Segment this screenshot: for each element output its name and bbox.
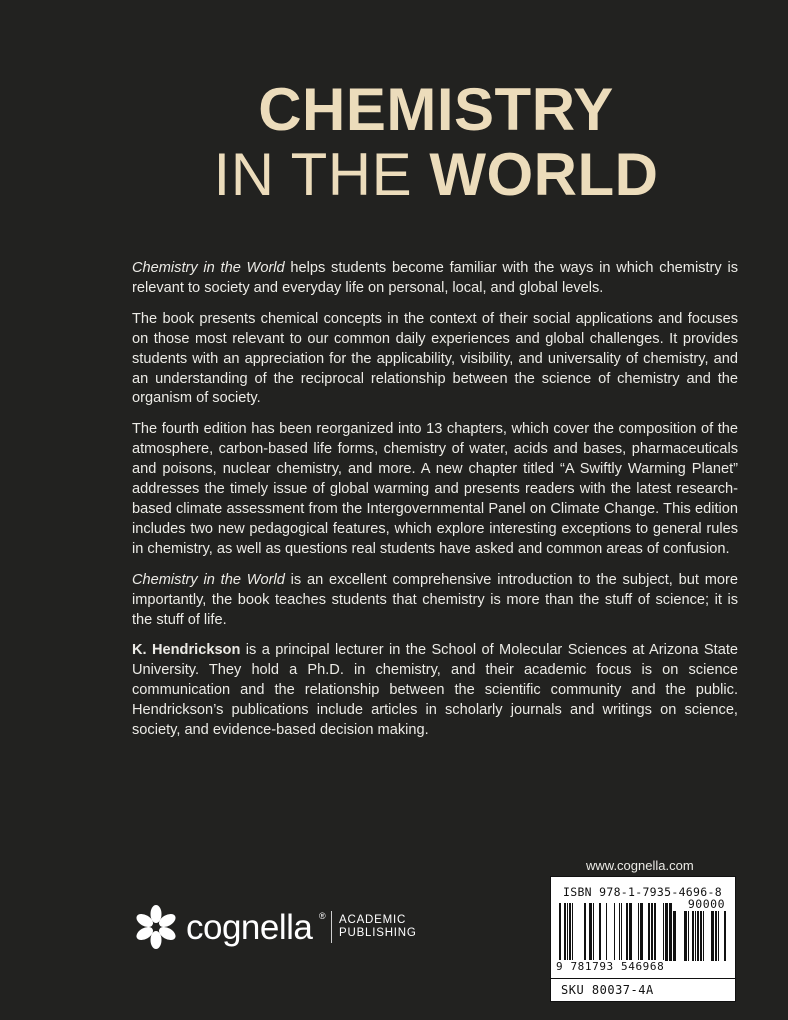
author-name: K. Hendrickson [132, 642, 241, 659]
barcode-bar [700, 911, 702, 961]
barcode-bar [569, 903, 571, 961]
barcode-bar [688, 911, 689, 961]
barcode-bar [715, 911, 717, 961]
barcode-bar [718, 911, 719, 961]
barcode-bar [629, 903, 632, 961]
barcode-bar [711, 911, 714, 961]
author-bio-text: is a principal lecturer in the School of Molecular Sciences at Arizona State University. They hold a Ph.D. in chemistry, and their academic focus is on science communication and the relationship between the scientific community and the public. Hendrickson’s publications include articles in scholarly journals and writings on science, society, and evidence-based decision making. [132, 642, 739, 739]
barcode-bar [640, 903, 643, 961]
barcode-bar [614, 903, 615, 961]
book-title-italic: Chemistry in the World [132, 571, 285, 588]
price-code: 90000 [687, 897, 725, 911]
barcode-bar [684, 911, 687, 961]
barcode-bar [621, 903, 622, 961]
logo-wordmark: cognella [186, 908, 313, 947]
publisher-logo [132, 903, 422, 953]
isbn-text: ISBN 978-1-7935-4696-8 [563, 885, 722, 899]
barcode-bar [589, 903, 592, 961]
publisher-url: www.cognella.com [586, 858, 694, 873]
barcode-bar [651, 903, 653, 961]
barcode-bar [599, 903, 601, 961]
barcode-bar [626, 903, 628, 961]
author-bio [132, 641, 738, 741]
barcode-bar [584, 903, 586, 961]
description-paragraph-2: The book presents chemical concepts in the context of their social applications and focuses on those most relevant to our common daily experiences and global challenges. It provides students with an appreciation for the applicability, visibility, and universality of chemistry, and an understanding of the reciprocal relationship between the science of chemistry and the organism of society. [132, 310, 738, 407]
barcode-bar [638, 903, 639, 961]
title-light-part: IN THE [213, 141, 430, 208]
barcode-bar [669, 903, 672, 961]
barcode-bar [697, 911, 699, 961]
description-paragraph-3: The fourth edition has been reorganized into 13 chapters, which cover the composition of the atmosphere, carbon-based life forms, chemistry of water, acids and bases, pharmaceuticals and poisons, nuclear chemistry, and more. A new chapter titled “A Swiftly Warming Planet” addresses the timely issue of global warming and presents readers with the latest research-based climate assessment from the Intergovernmental Panel on Climate Change. This edition includes two new pedagogical features, which explore interesting exceptions to general rules in chemistry, as well as questions real students have asked and common areas of confusion. [132, 421, 738, 557]
registered-mark: ® [319, 911, 326, 921]
logo-subtitle [339, 914, 417, 940]
description-paragraph-4 [132, 571, 738, 631]
barcode-bar [559, 903, 561, 961]
logo-sub-publishing: PUBLISHING [339, 927, 417, 939]
barcode-bar [619, 903, 620, 961]
barcode-bar [703, 911, 704, 961]
barcode-bar [648, 903, 650, 961]
barcode-bar [724, 911, 726, 961]
barcode-bar [665, 903, 668, 961]
barcode-bar [654, 903, 656, 961]
barcode-bar [564, 903, 566, 961]
paragraph-1-text: helps students become familiar with the ways in which chemistry is relevant to society and everyday life on personal, local, and global levels. [132, 260, 738, 296]
barcode-box [550, 876, 736, 1002]
title-bold-part: WORLD [429, 141, 659, 208]
paragraph-4-text: is an excellent comprehensive introduction to the subject, but more importantly, the book teaches students that chemistry is more than the stuff of science; it is the stuff of life. [132, 571, 738, 628]
description-paragraph-1 [132, 259, 738, 299]
barcode-bar [593, 903, 594, 961]
cognella-flower-icon [132, 903, 180, 951]
barcode-bar [692, 911, 694, 961]
barcode-bar [567, 903, 568, 961]
barcode-bar [673, 911, 676, 961]
logo-divider [331, 911, 332, 943]
barcode-bar [572, 903, 573, 961]
cover-title-line1: CHEMISTRY [258, 76, 614, 143]
barcode-bar [606, 903, 607, 961]
cover-title-line2 [0, 141, 788, 208]
ean-number: 9 781793 546968 [556, 960, 665, 973]
book-title-italic: Chemistry in the World [132, 260, 285, 276]
logo-sub-academic: ACADEMIC [339, 914, 407, 926]
sku-label: SKU 80037-4A [551, 978, 735, 1001]
barcode-bar [695, 911, 696, 961]
back-cover-description [132, 259, 738, 752]
barcode-bar [663, 903, 664, 961]
